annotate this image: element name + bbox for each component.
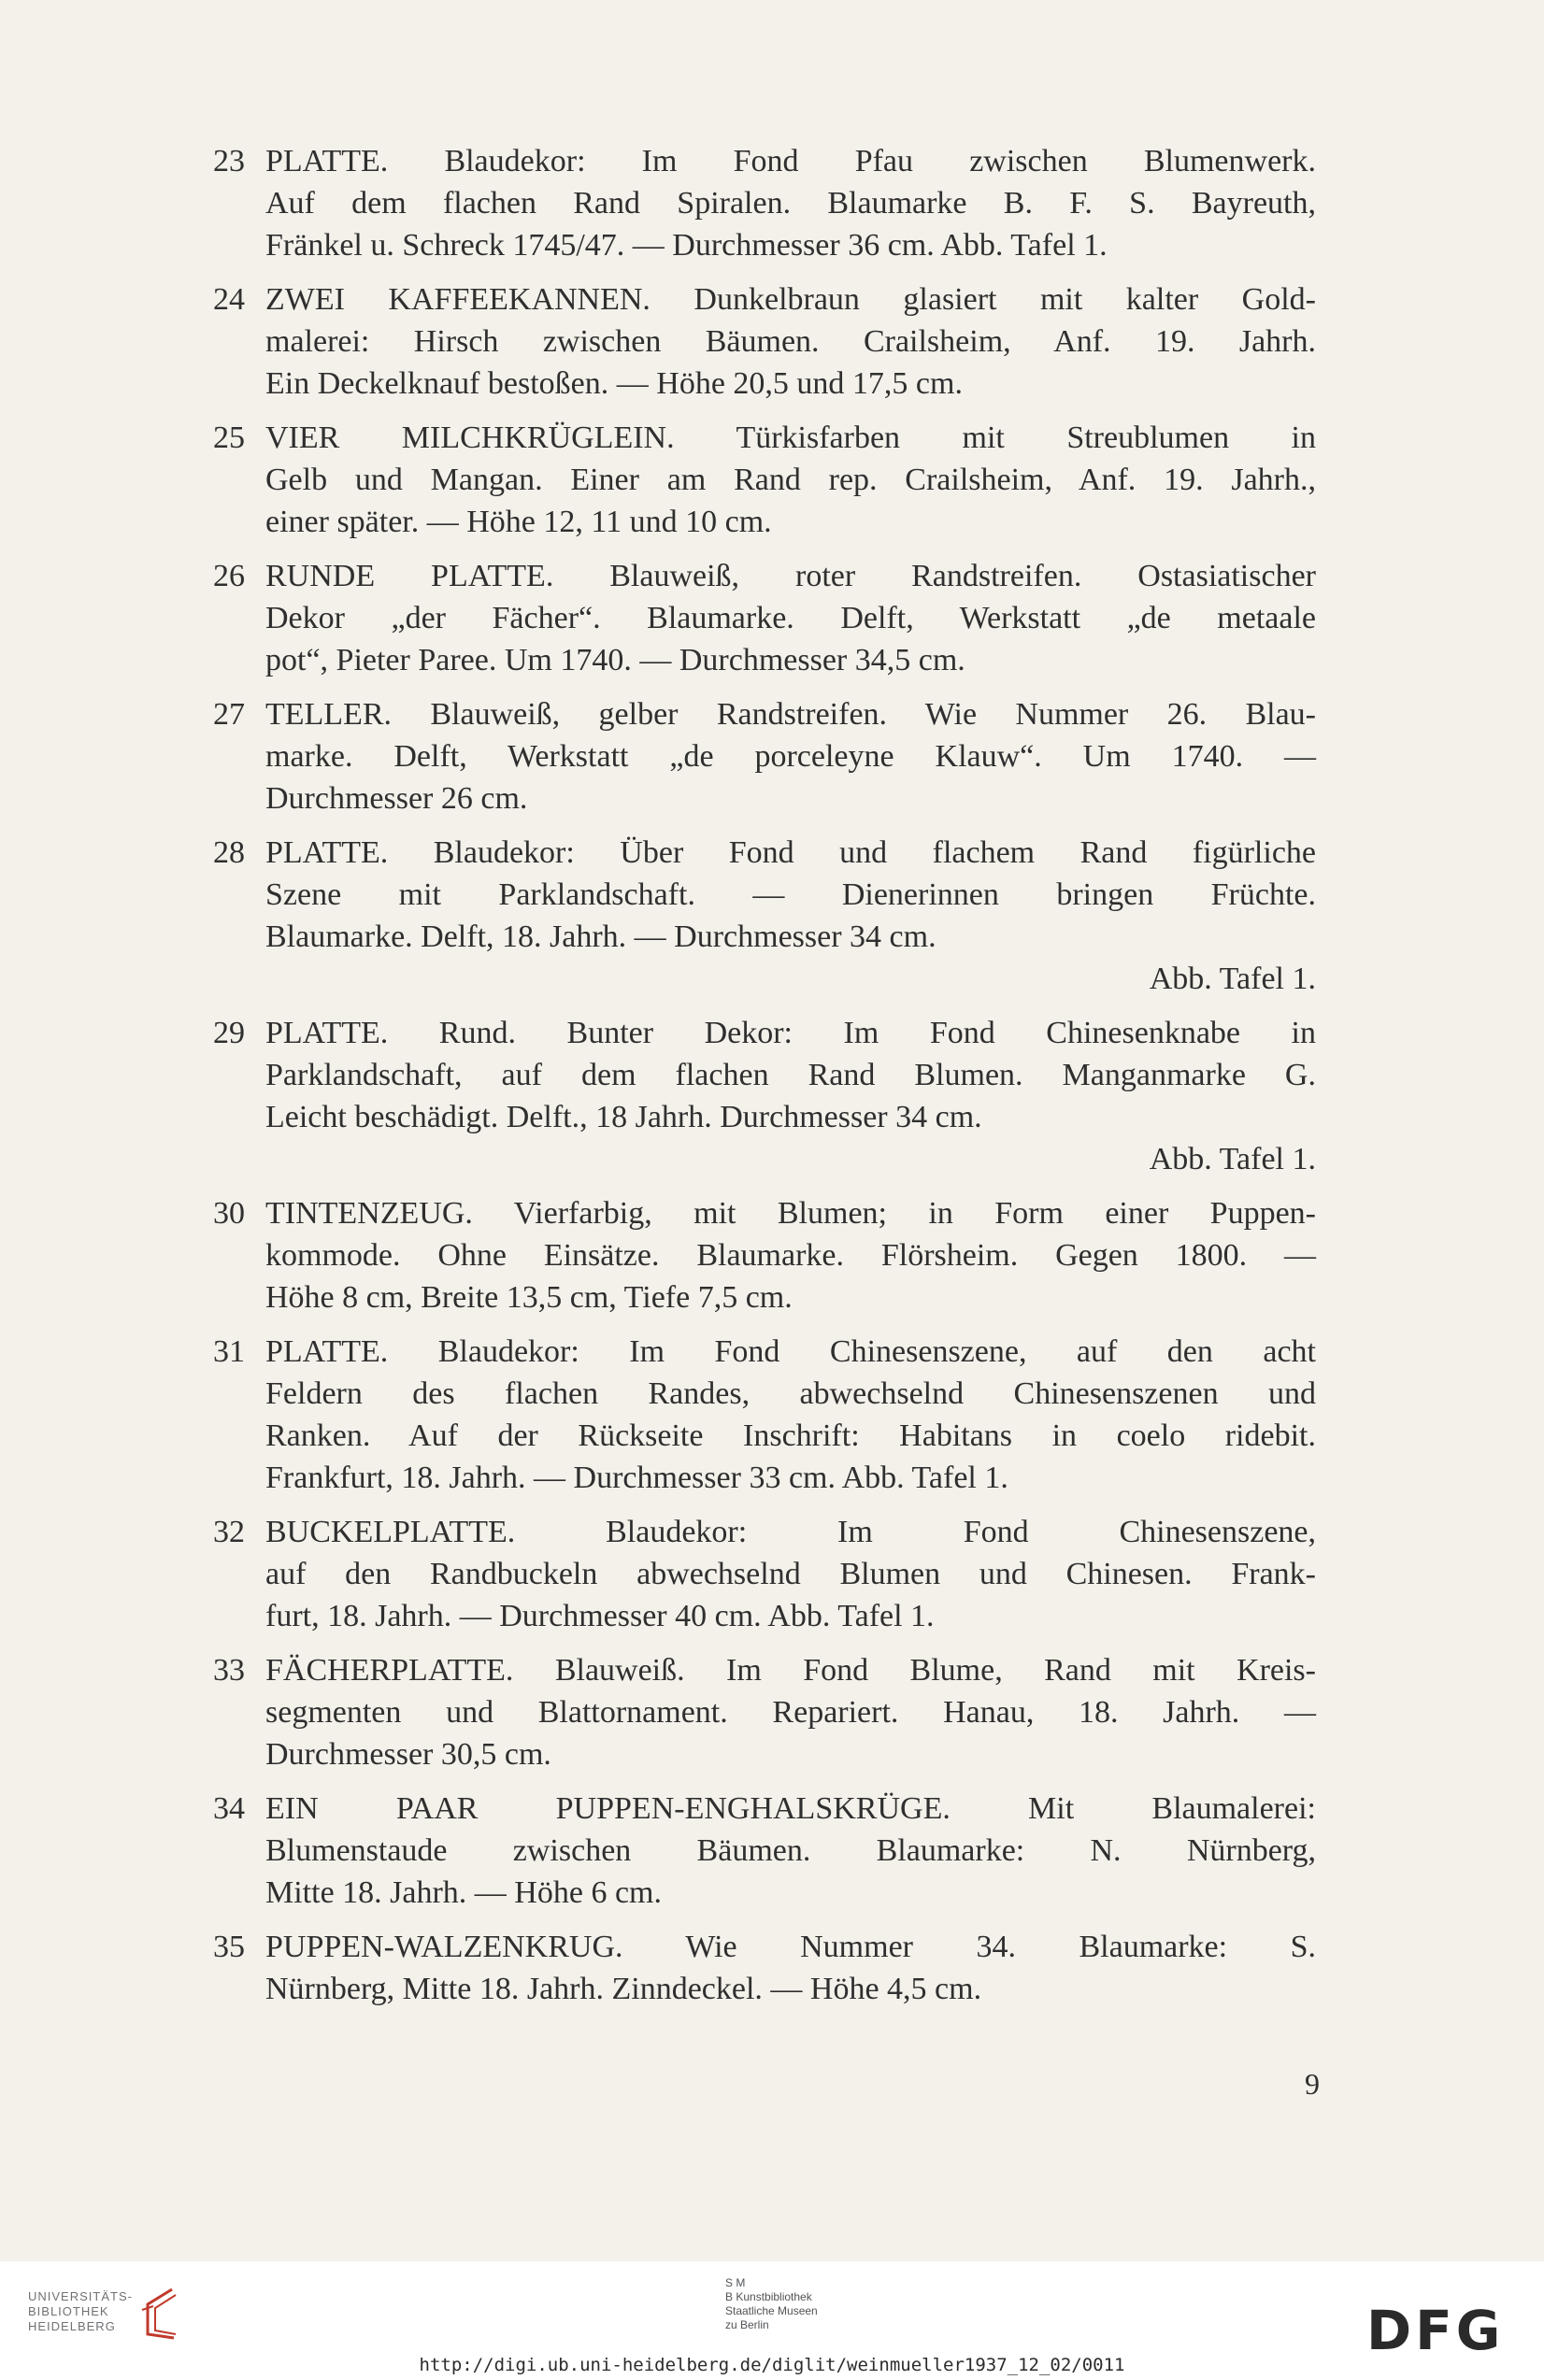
permalink-url[interactable]: http://digi.ub.uni-heidelberg.de/diglit/weinmueller1937_12_02/0011 [419, 2355, 1125, 2375]
catalog-entry [213, 1788, 1316, 1914]
entry-line: FÄCHERPLATTE. Blauweiß. Im Fond Blume, Rand mit Kreis- [265, 1653, 1316, 1688]
entry-number: 33 [213, 1653, 245, 1688]
entry-line: marke. Delft, Werkstatt „de porceleyne Klauw“. Um 1740. — [265, 739, 1316, 774]
center-line: B Kunstbibliothek [725, 2290, 812, 2303]
entry-line: Gelb und Mangan. Einer am Rand rep. Crailsheim, Anf. 19. Jahrh., [265, 463, 1316, 497]
kunstbibliothek-logo[interactable] [725, 2276, 818, 2332]
university-line: UNIVERSITÄTS- [28, 2289, 133, 2303]
catalog-entry [213, 1511, 1316, 1637]
entry-line: EIN PAAR PUPPEN-ENGHALSKRÜGE. Mit Blaumalerei: [265, 1791, 1316, 1826]
entry-number: 24 [213, 282, 245, 317]
catalog-entry [213, 832, 1316, 1000]
entry-line: PLATTE. Blaudekor: Über Fond und flachem Rand figürliche [265, 835, 1316, 870]
entry-line: RUNDE PLATTE. Blauweiß, roter Randstreifen. Ostasiatischer [265, 559, 1316, 593]
entry-number: 27 [213, 697, 245, 732]
entry-line: TELLER. Blauweiß, gelber Randstreifen. Wie Nummer 26. Blau- [265, 697, 1316, 732]
center-line: zu Berlin [725, 2318, 769, 2331]
entry-line: PLATTE. Blaudekor: Im Fond Pfau zwischen Blumenwerk. [265, 144, 1316, 178]
entry-number: 28 [213, 835, 245, 870]
university-library-logo[interactable] [28, 2289, 133, 2334]
entry-line: einer später. — Höhe 12, 11 und 10 cm. [265, 505, 772, 539]
entry-line: kommode. Ohne Einsätze. Blaumarke. Flörsheim. Gegen 1800. — [265, 1238, 1316, 1273]
entry-line: Dekor „der Fächer“. Blaumarke. Delft, Werkstatt „de metaale [265, 601, 1316, 635]
entry-number: 32 [213, 1515, 245, 1549]
entry-line: Feldern des flachen Randes, abwechselnd Chinesenszenen und [265, 1376, 1316, 1411]
entry-number: 34 [213, 1791, 245, 1826]
entry-line: furt, 18. Jahrh. — Durchmesser 40 cm. Abb. Tafel 1. [265, 1599, 935, 1633]
heidelberg-logo-icon [140, 2287, 181, 2340]
entry-number: 30 [213, 1196, 245, 1231]
entry-line: PUPPEN-WALZENKRUG. Wie Nummer 34. Blaumarke: S. [265, 1930, 1316, 1964]
entry-line: PLATTE. Blaudekor: Im Fond Chinesenszene, auf den acht [265, 1334, 1316, 1369]
entry-line: BUCKELPLATTE. Blaudekor: Im Fond Chinesenszene, [265, 1515, 1316, 1549]
entry-line: Blaumarke. Delft, 18. Jahrh. — Durchmesser 34 cm. [265, 919, 936, 954]
dfg-logo[interactable]: DFG [1366, 2299, 1505, 2362]
catalog-entry [213, 1012, 1316, 1180]
entry-line: Durchmesser 26 cm. [265, 781, 528, 816]
entry-line: Szene mit Parklandschaft. — Dienerinnen bringen Früchte. [265, 877, 1316, 912]
university-line: BIBLIOTHEK [28, 2304, 109, 2318]
entry-plate-reference: Abb. Tafel 1. [1149, 1142, 1316, 1176]
entry-number: 23 [213, 144, 245, 178]
entry-line: Durchmesser 30,5 cm. [265, 1737, 551, 1772]
entry-line: malerei: Hirsch zwischen Bäumen. Crailsheim, Anf. 19. Jahrh. [265, 324, 1316, 359]
entry-line: ZWEI KAFFEEKANNEN. Dunkelbraun glasiert mit kalter Gold- [265, 282, 1316, 317]
entry-number: 26 [213, 559, 245, 593]
footer-bar [0, 2261, 1544, 2380]
catalog-entry [213, 1926, 1316, 2010]
catalog-entry [213, 693, 1316, 819]
entry-line: Frankfurt, 18. Jahrh. — Durchmesser 33 cm. Abb. Tafel 1. [265, 1461, 1008, 1495]
entry-line: Ranken. Auf der Rückseite Inschrift: Habitans in coelo ridebit. [265, 1418, 1316, 1453]
entry-line: pot“, Pieter Paree. Um 1740. — Durchmesser 34,5 cm. [265, 643, 965, 677]
entry-line: PLATTE. Rund. Bunter Dekor: Im Fond Chinesenknabe in [265, 1016, 1316, 1050]
entry-line: segmenten und Blattornament. Repariert. Hanau, 18. Jahrh. — [265, 1695, 1316, 1730]
entry-number: 25 [213, 420, 245, 455]
entry-line: auf den Randbuckeln abwechselnd Blumen und Chinesen. Frank- [265, 1557, 1316, 1591]
catalog-entry [213, 140, 1316, 266]
entry-plate-reference: Abb. Tafel 1. [1149, 962, 1316, 996]
center-line: Staatliche Museen [725, 2304, 818, 2317]
entry-line: Blumenstaude zwischen Bäumen. Blaumarke: N. Nürnberg, [265, 1833, 1316, 1868]
catalog-entries [0, 140, 1544, 2022]
catalog-entry [213, 1331, 1316, 1499]
entry-line: Höhe 8 cm, Breite 13,5 cm, Tiefe 7,5 cm. [265, 1280, 793, 1315]
entry-line: Auf dem flachen Rand Spiralen. Blaumarke B. F. S. Bayreuth, [265, 186, 1316, 221]
entry-line: Nürnberg, Mitte 18. Jahrh. Zinndeckel. — Höhe 4,5 cm. [265, 1972, 982, 2006]
page-number: 9 [1305, 2067, 1320, 2101]
entry-line: Ein Deckelknauf bestoßen. — Höhe 20,5 und 17,5 cm. [265, 366, 963, 401]
catalog-entry [213, 1649, 1316, 1775]
entry-line: Parklandschaft, auf dem flachen Rand Blumen. Manganmarke G. [265, 1058, 1316, 1092]
catalog-entry [213, 278, 1316, 405]
entry-line: Fränkel u. Schreck 1745/47. — Durchmesser 36 cm. Abb. Tafel 1. [265, 228, 1108, 263]
entry-number: 29 [213, 1016, 245, 1050]
catalog-entry [213, 555, 1316, 681]
entry-line: TINTENZEUG. Vierfarbig, mit Blumen; in Form einer Puppen- [265, 1196, 1316, 1231]
center-line: S M [725, 2276, 746, 2289]
catalog-entry [213, 417, 1316, 543]
entry-line: VIER MILCHKRÜGLEIN. Türkisfarben mit Streublumen in [265, 420, 1316, 455]
catalog-entry [213, 1192, 1316, 1318]
entry-number: 35 [213, 1930, 245, 1964]
entry-number: 31 [213, 1334, 245, 1369]
entry-line: Leicht beschädigt. Delft., 18 Jahrh. Durchmesser 34 cm. [265, 1100, 982, 1134]
entry-line: Mitte 18. Jahrh. — Höhe 6 cm. [265, 1875, 662, 1910]
university-line: HEIDELBERG [28, 2319, 116, 2333]
